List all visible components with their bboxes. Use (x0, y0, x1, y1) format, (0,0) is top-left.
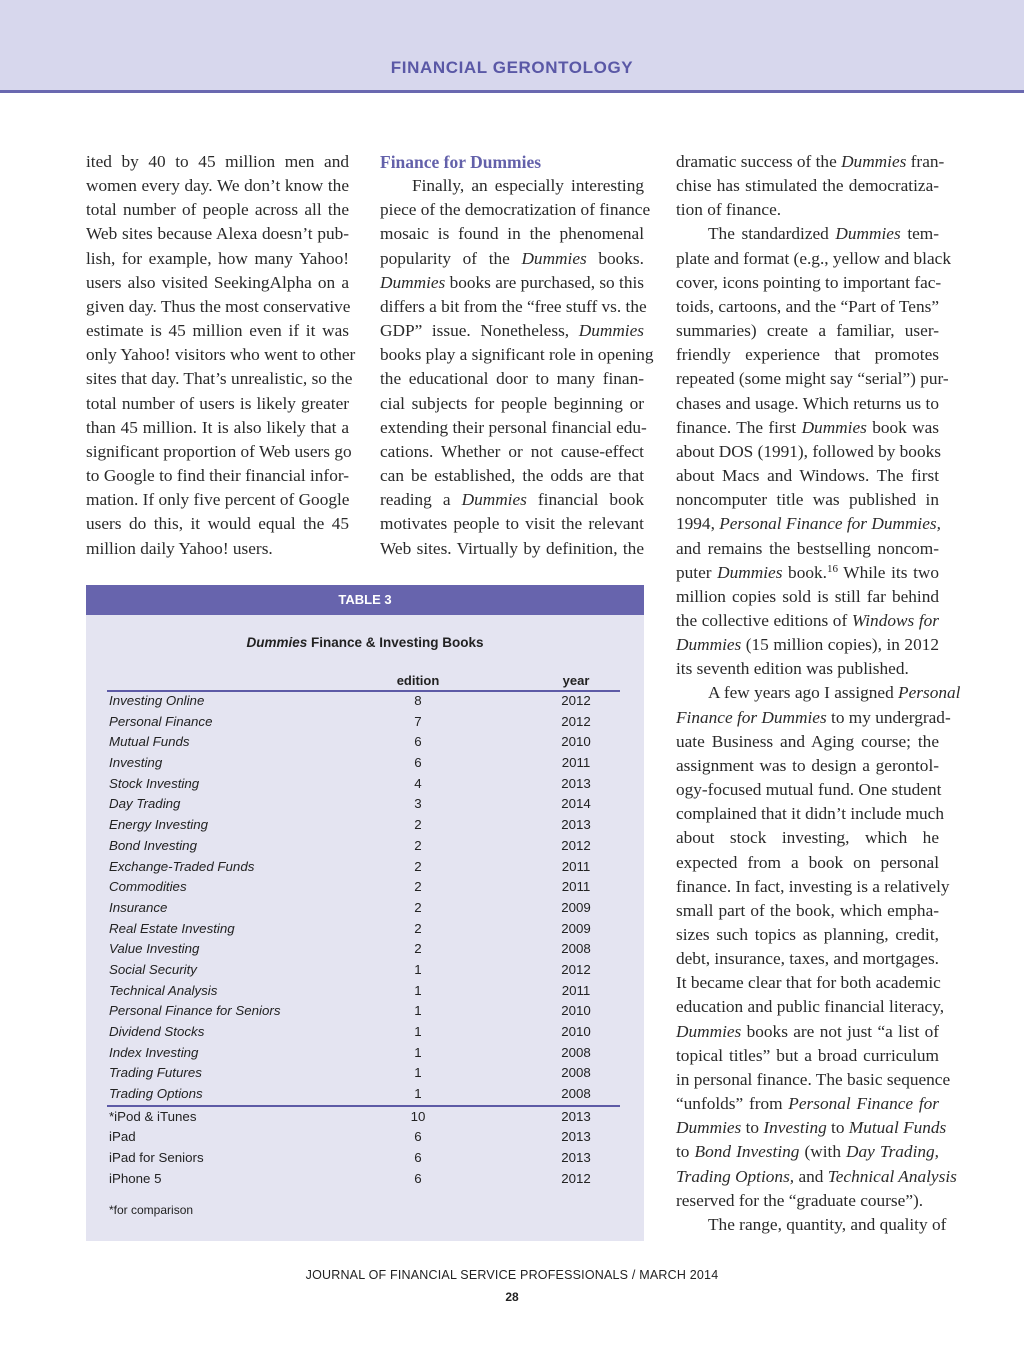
table-row (86, 1127, 644, 1148)
text-line: mosaic is found in the phenomenal (380, 224, 644, 244)
text-line: million copies sold is still far behind (676, 586, 939, 606)
text-line: A few years ago I assigned Personal (708, 683, 961, 703)
year-value: 2011 (561, 879, 591, 895)
edition-value: 6 (414, 755, 422, 771)
edition-value: 2 (414, 858, 422, 874)
book-title: Investing Online (109, 693, 205, 708)
edition-value: 1 (414, 982, 422, 998)
year-value: 2011 (561, 858, 591, 874)
year-value: 2008 (561, 1044, 591, 1060)
footnote-reference: 16 (826, 562, 838, 575)
text-line: dramatic success of the Dummies fran- (676, 152, 945, 171)
text-line: uate Business and Aging course; the (676, 731, 939, 751)
header-band (0, 0, 1024, 93)
edition-value: 3 (414, 796, 422, 812)
table-body (86, 691, 644, 1190)
year-value: 2013 (561, 817, 591, 833)
text-line: about DOS (1991), followed by books (676, 441, 941, 461)
text-line: cations. Whether or not cause-effect (380, 441, 644, 461)
text-line: education and public financial literacy, (676, 997, 945, 1017)
text-line: lish, for example, how many Yahoo! (86, 248, 349, 268)
year-value: 2008 (561, 1065, 591, 1081)
text-line: total number of users is likely greater (86, 393, 349, 413)
running-header: FINANCIAL GERONTOLOGY (390, 58, 634, 77)
book-title: iPad for Seniors (109, 1150, 204, 1166)
year-value: 2013 (561, 1108, 591, 1124)
text-line: finance. The first Dummies book was (676, 417, 939, 437)
edition-value: 2 (414, 941, 422, 957)
edition-value: 1 (414, 1065, 422, 1081)
text-line: ited by 40 to 45 million men and (86, 152, 349, 171)
year-value: 2013 (561, 775, 591, 791)
column-2 (380, 150, 654, 561)
year-value: 2009 (561, 920, 591, 936)
table-row (86, 774, 644, 795)
text-line: summaries) create a familiar, user- (676, 321, 939, 341)
table-row (86, 981, 644, 1002)
table-row (86, 1063, 644, 1084)
text-line: GDP” issue. Nonetheless, Dummies (380, 321, 644, 341)
text-line: women every day. We don’t know the (86, 176, 349, 196)
text-line: to Google to find their financial infor- (86, 466, 349, 486)
text-line: users do this, it would equal the 45 (86, 514, 349, 534)
text-line: cover, icons pointing to important fac- (676, 272, 942, 292)
table-row (86, 877, 644, 898)
text-line: debt, insurance, taxes, and mortgages. (676, 949, 939, 969)
text-line: about Macs and Windows. The first (676, 466, 939, 486)
text-line: in personal finance. The basic sequence (676, 1069, 951, 1089)
text-line: Web sites. Virtually by definition, the (380, 538, 644, 558)
paragraph (676, 1213, 947, 1237)
page-number: 28 (505, 1290, 519, 1304)
book-title: Day Trading (109, 796, 181, 812)
text-line: million daily Yahoo! users. (86, 538, 273, 558)
year-value: 2012 (561, 693, 591, 708)
text-line: Dummies (15 million copies), in 2012 (676, 635, 939, 655)
paragraph (86, 150, 356, 561)
paragraph (676, 681, 961, 1212)
book-title: Dividend Stocks (109, 1024, 205, 1039)
book-title: Bond Investing (109, 837, 197, 853)
text-line: complained that it didn’t include much (676, 804, 944, 824)
column-header-year: year (562, 673, 590, 688)
text-line: tion of finance. (676, 200, 782, 220)
footer-journal: JOURNAL OF FINANCIAL SERVICE PROFESSIONALS / MARCH 2014 (305, 1268, 719, 1282)
book-title: iPad (109, 1129, 136, 1145)
table-row (86, 691, 644, 712)
text-line: The standardized Dummies tem- (708, 224, 939, 244)
table-row (86, 1169, 644, 1190)
edition-value: 2 (414, 879, 422, 895)
book-title: Stock Investing (109, 775, 200, 791)
text-line: chases and usage. Which returns us to (676, 393, 939, 413)
table-row (86, 898, 644, 919)
table-row (86, 857, 644, 878)
text-line: and remains the bestselling noncom- (676, 538, 939, 558)
year-value: 2011 (561, 982, 591, 998)
text-line: only Yahoo! visitors who went to other (86, 345, 356, 365)
book-title: Personal Finance for Seniors (109, 1003, 281, 1019)
year-value: 2014 (561, 796, 591, 812)
edition-value: 1 (414, 961, 422, 977)
edition-value: 7 (414, 713, 422, 729)
text-line: ogy-focused mutual fund. One student (676, 780, 942, 800)
text-line: its seventh edition was published. (676, 659, 909, 679)
paragraph (676, 222, 951, 681)
book-title: Commodities (109, 879, 187, 895)
table-3 (86, 585, 644, 1241)
paragraph (676, 150, 945, 222)
text-line: differs a bit from the “free stuff vs. the (380, 296, 647, 316)
edition-value: 6 (414, 1170, 422, 1186)
paragraph (380, 174, 654, 561)
text-line: Finance for Dummies to my undergrad- (676, 707, 951, 727)
text-line: Web sites because Alexa doesn’t pub- (86, 224, 349, 244)
text-line: the educational door to many finan- (380, 369, 644, 389)
book-title: Insurance (109, 899, 168, 915)
year-value: 2012 (561, 961, 591, 977)
text-line: motivates people to visit the relevant (380, 514, 644, 534)
text-line: finance. In fact, investing is a relatively (676, 876, 950, 896)
book-title: iPhone 5 (109, 1170, 162, 1186)
table-row (86, 1148, 644, 1169)
text-line: friendly experience that promotes (676, 345, 939, 365)
edition-value: 6 (414, 1129, 422, 1145)
edition-value: 1 (414, 1003, 422, 1019)
text-line: popularity of the Dummies books. (380, 248, 644, 268)
text-line: the collective editions of Windows for (676, 610, 939, 630)
section-heading: Finance for Dummies (380, 152, 542, 172)
text-line: 1994, Personal Finance for Dummies, (676, 514, 941, 534)
book-title: Social Security (109, 961, 197, 977)
table-row (86, 1022, 644, 1043)
text-line: cial subjects for people beginning or (380, 393, 644, 413)
text-line: books play a significant role in opening (380, 345, 654, 365)
text-line: users also visited SeekingAlpha on a (86, 272, 349, 292)
table-row (86, 794, 644, 815)
table-row (86, 712, 644, 733)
book-title: Investing (109, 755, 163, 771)
text-line: Dummies books are purchased, so this (380, 272, 644, 292)
text-line: reserved for the “graduate course”). (676, 1190, 924, 1210)
year-value: 2012 (561, 713, 591, 729)
table-footnote: *for comparison (109, 1203, 194, 1217)
edition-value: 2 (414, 899, 422, 915)
book-title: Trading Futures (109, 1065, 202, 1081)
text-line: assignment was to design a gerontol- (676, 755, 939, 775)
text-line: chise has stimulated the democratiza- (676, 176, 939, 196)
year-value: 2010 (561, 734, 591, 750)
text-line: toids, cartoons, and the “Part of Tens” (676, 296, 939, 316)
year-value: 2009 (561, 899, 591, 915)
year-value: 2010 (561, 1003, 591, 1019)
edition-value: 10 (410, 1108, 426, 1124)
text-line: can be established, the odds are that (380, 466, 644, 486)
text-line: about stock investing, which he (676, 828, 939, 848)
edition-value: 6 (414, 1150, 422, 1166)
edition-value: 4 (414, 775, 422, 791)
text-line: puter Dummies book.$^{16}$ While its two (676, 562, 939, 582)
text-line: Dummies to Investing to Mutual Funds (676, 1118, 947, 1138)
table-row (86, 1001, 644, 1022)
table-row (86, 960, 644, 981)
table-row (86, 1107, 644, 1128)
text-line: noncomputer title was published in (676, 490, 939, 510)
book-title: Exchange-Traded Funds (109, 858, 255, 874)
text-line: significant proportion of Web users go (86, 441, 352, 461)
edition-value: 1 (414, 1086, 422, 1102)
book-title: Index Investing (109, 1044, 199, 1060)
book-title: Trading Options (109, 1086, 203, 1102)
text-line: repeated (some might say “serial”) pur- (676, 369, 949, 389)
table-row (86, 919, 644, 940)
year-value: 2011 (561, 755, 591, 771)
column-3 (676, 150, 961, 1237)
year-value: 2010 (561, 1024, 591, 1039)
year-value: 2013 (561, 1129, 591, 1145)
text-line: Finally, an especially interesting (412, 176, 644, 196)
year-value: 2012 (561, 1170, 591, 1186)
text-line: given day. Thus the most conservative (86, 296, 351, 316)
edition-value: 2 (414, 817, 422, 833)
text-line: expected from a book on personal (676, 852, 939, 872)
text-line: mation. If only five percent of Google (86, 490, 350, 510)
book-title: *iPod & iTunes (109, 1108, 197, 1124)
text-line: topical titles” but a broad curriculum (676, 1045, 939, 1065)
table-row (86, 815, 644, 836)
table-row (86, 732, 644, 753)
table-row (86, 939, 644, 960)
text-line: “unfolds” from Personal Finance for (676, 1094, 939, 1114)
table-label: TABLE 3 (86, 585, 644, 615)
table-title: Dummies Finance & Investing Books (246, 635, 484, 650)
edition-value: 6 (414, 734, 422, 750)
column-header-edition: edition (396, 673, 440, 688)
year-value: 2013 (561, 1150, 591, 1166)
table-row (86, 753, 644, 774)
book-title: Energy Investing (109, 817, 209, 833)
text-line: total number of people across all the (86, 200, 349, 220)
text-line: It became clear that for both academic (676, 973, 941, 993)
text-line: Trading Options, and Technical Analysis (676, 1166, 957, 1186)
year-value: 2008 (561, 1086, 591, 1102)
book-title: Technical Analysis (109, 982, 218, 998)
text-line: piece of the democratization of finance (380, 200, 651, 220)
text-line: plate and format (e.g., yellow and black (676, 248, 951, 268)
edition-value: 1 (414, 1044, 422, 1060)
year-value: 2008 (561, 941, 591, 957)
text-line: extending their personal financial edu- (380, 417, 647, 437)
book-title: Personal Finance (109, 713, 213, 729)
table-row (86, 1043, 644, 1064)
column-1 (86, 150, 356, 561)
edition-value: 2 (414, 920, 422, 936)
edition-value: 8 (414, 693, 422, 708)
year-value: 2012 (561, 837, 591, 853)
table-row (86, 836, 644, 857)
text-line: estimate is 45 million even if it was (86, 321, 349, 341)
text-line: sites that day. That’s unrealistic, so the (86, 369, 353, 389)
book-title: Value Investing (109, 941, 200, 957)
text-line: The range, quantity, and quality of (708, 1214, 947, 1234)
table-row (86, 1084, 644, 1105)
text-line: than 45 million. It is also likely that a (86, 417, 349, 437)
book-title: Mutual Funds (109, 734, 190, 750)
text-line: small part of the book, which empha- (676, 900, 939, 920)
edition-value: 2 (414, 837, 422, 853)
edition-value: 1 (414, 1024, 422, 1039)
text-line: Dummies books are not just “a list of (676, 1021, 939, 1041)
text-line: to Bond Investing (with Day Trading, (676, 1142, 939, 1162)
book-title: Real Estate Investing (109, 920, 235, 936)
text-line: reading a Dummies financial book (380, 490, 644, 510)
text-line: sizes such topics as planning, credit, (676, 925, 939, 944)
